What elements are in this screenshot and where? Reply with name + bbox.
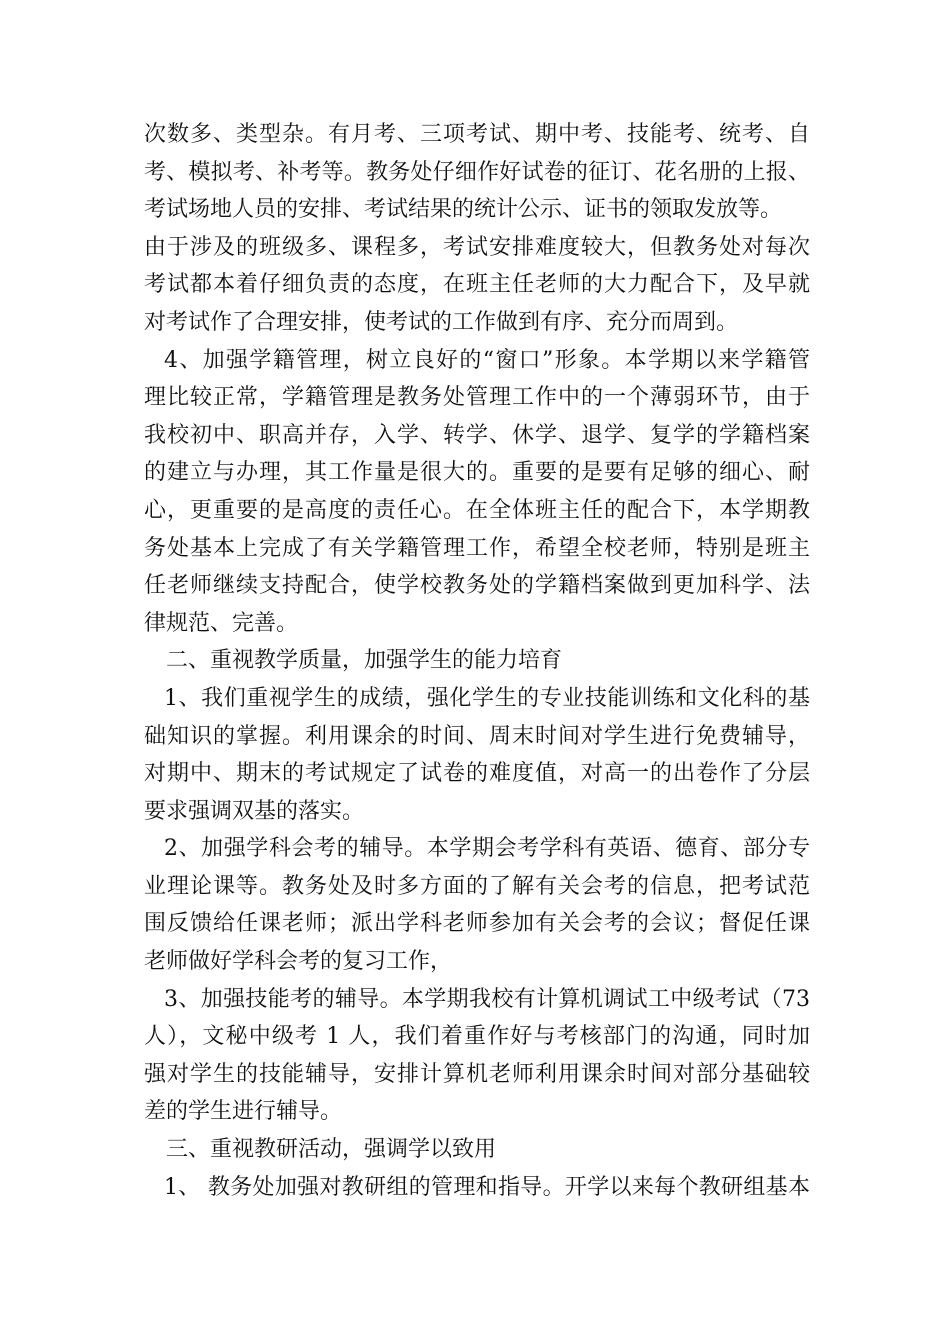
text-line: 考、模拟考、补考等。教务处仔细作好试卷的征订、花名册的上报、 xyxy=(144,159,810,185)
text-line: 理比较正常，学籍管理是教务处管理工作中的一个薄弱环节，由于 xyxy=(144,385,810,411)
text-line: 差的学生进行辅导。 xyxy=(144,1099,343,1125)
text-line: 考试都本着仔细负责的态度，在班主任老师的大力配合下，及早就 xyxy=(144,272,810,298)
text-line: 4、加强学籍管理，树立良好的“窗口”形象。本学期以来学籍管 xyxy=(164,347,810,373)
text-line: 我校初中、职高并存，入学、转学、休学、退学、复学的学籍档案 xyxy=(144,422,810,448)
text-line: 1、 教务处加强对教研组的管理和指导。开学以来每个教研组基本 xyxy=(164,1174,810,1200)
text-line: 务处基本上完成了有关学籍管理工作，希望全校老师，特别是班主 xyxy=(144,535,810,561)
text-line: 人），文秘中级考 1 人，我们着重作好与考核部门的沟通，同时加 xyxy=(144,1024,810,1050)
text-line: 业理论课等。教务处及时多方面的了解有关会考的信息，把考试范 xyxy=(144,873,810,899)
text-line: 础知识的掌握。利用课余的时间、周末时间对学生进行免费辅导， xyxy=(144,723,810,749)
text-line: 1、我们重视学生的成绩，强化学生的专业技能训练和文化科的基 xyxy=(164,685,810,711)
text-line: 考试场地人员的安排、考试结果的统计公示、证书的领取发放等。 xyxy=(144,197,783,223)
text-line: 对期中、期末的考试规定了试卷的难度值，对高一的出卷作了分层 xyxy=(144,761,810,787)
text-line: 强对学生的技能辅导，安排计算机老师利用课余时间对部分基础较 xyxy=(144,1061,810,1087)
text-line: 任老师继续支持配合，使学校教务处的学籍档案做到更加科学、法 xyxy=(144,573,810,599)
text-line: 二、重视教学质量，加强学生的能力培育 xyxy=(166,648,563,674)
text-line: 三、重视教研活动，强调学以致用 xyxy=(166,1137,497,1163)
text-line: 律规范、完善。 xyxy=(144,610,299,636)
text-line: 次数多、类型杂。有月考、三项考试、期中考、技能考、统考、自 xyxy=(144,122,810,147)
text-line: 要求强调双基的落实。 xyxy=(144,798,365,824)
text-line: 的建立与办理，其工作量是很大的。重要的是要有足够的细心、耐 xyxy=(144,460,810,486)
text-line: 围反馈给任课老师；派出学科老师参加有关会考的会议；督促任课 xyxy=(144,911,810,937)
document-body xyxy=(144,116,810,1206)
text-line: 由于涉及的班级多、课程多，考试安排难度较大，但教务处对每次 xyxy=(144,234,810,260)
text-line: 老师做好学科会考的复习工作， xyxy=(144,949,453,975)
text-line: 3、加强技能考的辅导。本学期我校有计算机调试工中级考试（73 xyxy=(164,986,810,1012)
text-line: 心，更重要的是高度的责任心。在全体班主任的配合下，本学期教 xyxy=(144,497,810,523)
text-line: 2、加强学科会考的辅导。本学期会考学科有英语、德育、部分专 xyxy=(164,836,810,862)
text-line: 对考试作了合理安排，使考试的工作做到有序、充分而周到。 xyxy=(144,309,739,335)
